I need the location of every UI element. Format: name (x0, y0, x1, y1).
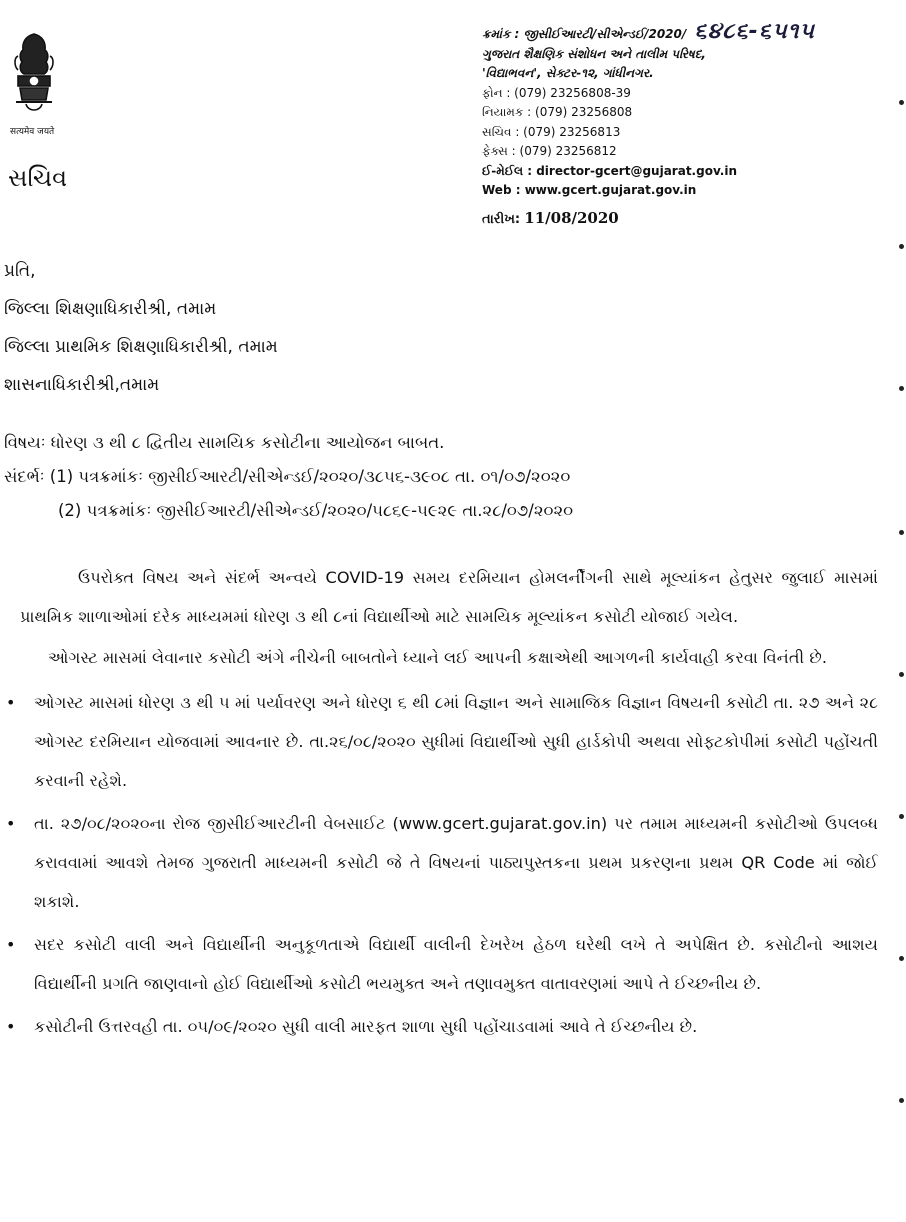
body-paragraph: ઓગસ્ટ માસમાં લેવાનાર કસોટી અંગે નીચેની બાબતોને ધ્યાને લઈ આપની કક્ષાએથી આગળની કાર્યવાહી કરવા વિનંતી છે. (48, 648, 827, 667)
office-phone: ફોન : (079) 23256808-39 (482, 85, 631, 100)
recipient-prati: પ્રતિ, (4, 261, 36, 281)
list-item-text: ઓગસ્ટ માસમાં ધોરણ ૩ થી ૫ માં પર્યાવરણ અને ધોરણ ૬ થી ૮માં વિજ્ઞાન અને સામાજિક વિજ્ઞાન વિષયની કસોટી તા. ૨૭ અને ૨૮ ઓગસ્ટ દરમિયાન યોજવામાં આવનાર છે. તા.૨૬/૦૮/૨૦૨૦ સુધીમાં વિદ્યાર્થીઓ સુધી હાર્ડકોપી અથવા સોફ્ટકોપીમાં કસોટી પહોંચતી કરવાની રહેશે. (34, 693, 878, 790)
national-motto: सत्यमेव जयते (10, 127, 55, 137)
reference-2: (2) પત્રક્રમાંકઃ જીસીઈઆરટી/સીએન્ડઈ/૨૦૨૦/૫૮૬૯-૫૯૨૯ તા.૨૮/૦૭/૨૦૨૦ (58, 501, 574, 520)
bullet-icon: • (6, 935, 16, 954)
instruction-list (6, 683, 878, 1046)
letter-number (482, 19, 902, 45)
bullet-icon: • (6, 814, 16, 833)
subject-line: વિષયઃ ધોરણ ૩ થી ૮ દ્વિતીય સામયિક કસોટીના આયોજન બાબત. (4, 433, 445, 452)
office-email: ઈ-મેઈલ : director-gcert@gujarat.gov.in (482, 163, 738, 178)
scan-mark (899, 530, 904, 535)
scan-mark (899, 1098, 904, 1103)
letter-body (6, 558, 878, 1050)
state-emblem-icon (8, 28, 60, 138)
recipient-line: શાસનાધિકારીશ્રી,તમામ (4, 375, 160, 395)
office-fax: ફેક્સ : (079) 23256812 (482, 144, 617, 158)
recipients-block (4, 252, 278, 404)
list-item-text: સદર કસોટી વાલી અને વિદ્યાર્થીની અનુકૂળતાએ વિદ્યાર્થી વાલીની દેખરેખ હેઠળ ઘરેથી લખે તે અપેક્ષિત છે. કસોટીનો આશય વિદ્યાર્થીની પ્રગતિ જાણવાનો હોઈ વિદ્યાર્થીઓ કસોટી ભયમુક્ત અને તણાવમુક્ત વાતાવરણમાં આપે તે ઈચ્છનીય છે. (34, 935, 878, 993)
list-item (6, 804, 878, 921)
list-item-text: કસોટીની ઉત્તરવહી તા. ૦૫/૦૯/૨૦૨૦ સુધી વાલી મારફત શાળા સુધી પહોંચાડવામાં આવે તે ઈચ્છનીય છે. (34, 1017, 698, 1036)
designation-title: સચિવ (8, 164, 68, 192)
bullet-icon: • (6, 1017, 16, 1036)
list-item (6, 683, 878, 800)
scan-mark (899, 244, 904, 249)
secretary-phone: સચિવ : (079) 23256813 (482, 124, 621, 139)
scan-mark (899, 386, 904, 391)
letter-number-handwritten: ૬૪૮૬-૬૫૧૫ (694, 19, 815, 44)
scan-mark (899, 100, 904, 105)
recipient-line: જિલ્લા પ્રાથમિક શિક્ષણાધિકારીશ્રી, તમામ (4, 337, 278, 357)
recipient-line: જિલ્લા શિક્ષણાધિકારીશ્રી, તમામ (4, 299, 217, 319)
bullet-icon: • (6, 693, 16, 712)
subject-block (4, 426, 573, 528)
office-web: Web : www.gcert.gujarat.gov.in (482, 183, 697, 197)
scan-mark (899, 814, 904, 819)
list-item (6, 925, 878, 1003)
body-paragraph: ઉપરોક્ત વિષય અને સંદર્ભ અન્વયે COVID-19 સમય દરમિયાન હોમલર્નીંગની સાથે મૂલ્યાંકન હેતુસર જુલાઈ માસમાં પ્રાથમિક શાળાઓમાં દરેક માધ્યમમાં ધોરણ ૩ થી ૮નાં વિદ્યાર્થીઓ માટે સામયિક મૂલ્યાંકન કસોટી યોજાઈ ગયેલ. (20, 568, 878, 626)
director-phone: નિયામક : (079) 23256808 (482, 105, 633, 119)
date-label: તારીખ: (482, 211, 521, 227)
office-name: ગુજરાત શૈક્ષણિક સંશોધન અને તાલીમ પરિષદ, (482, 46, 706, 61)
reference-1: સંદર્ભઃ (1) પત્રક્રમાંકઃ જીસીઈઆરટી/સીએન્ડઈ/૨૦૨૦/૩૮૫૬-૩૯૦૮ તા. ૦૧/૦૭/૨૦૨૦ (4, 467, 571, 486)
list-item-text: તા. ૨૭/૦૮/૨૦૨૦ના રોજ જીસીઈઆરટીની વેબસાઈટ (www.gcert.gujarat.gov.in) પર તમામ માધ્યમની કસોટીઓ ઉપલબ્ધ કરાવવામાં આવશે તેમજ ગુજરાતી માધ્યમની કસોટી જે તે વિષયનાં પાઠ્યપુસ્તકના પ્રથમ પ્રકરણના પ્રથમ QR Code માં જોઈ શકાશે. (34, 814, 878, 911)
office-address: 'વિદ્યાભવન', સેક્ટર-૧૨, ગાંધીનગર. (482, 66, 654, 80)
letter-date (482, 209, 902, 230)
scan-mark (899, 956, 904, 961)
office-letterhead (482, 19, 902, 229)
letter-number-prefix: ક્રમાંક : જીસીઈઆરટી/સીએન્ડઈ/2020/ (482, 27, 687, 41)
list-item (6, 1007, 878, 1046)
scan-mark (899, 672, 904, 677)
date-value: 11/08/2020 (524, 208, 619, 227)
